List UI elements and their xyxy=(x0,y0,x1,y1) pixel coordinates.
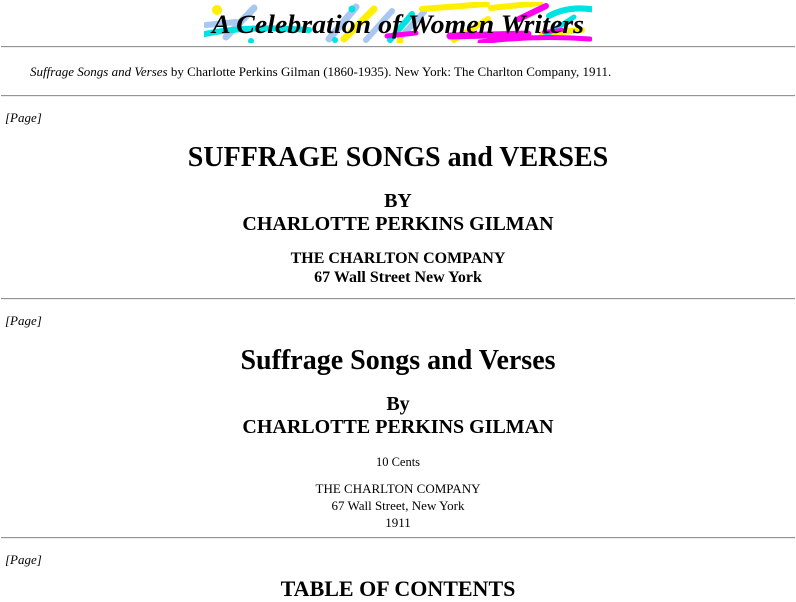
cover-page-publisher-block xyxy=(0,480,796,531)
page-link[interactable]: [Page] xyxy=(5,313,42,328)
table-of-contents-heading: TABLE OF CONTENTS xyxy=(280,576,516,601)
cover-page-address: 67 Wall Street, New York xyxy=(331,498,465,513)
title-page-by: BY xyxy=(384,190,412,212)
divider xyxy=(1,46,795,48)
page-link[interactable]: [Page] xyxy=(5,110,42,125)
banner-image xyxy=(204,2,592,43)
title-page-title: SUFFRAGE SONGS and VERSES xyxy=(187,142,609,173)
cover-page-author: CHARLOTTE PERKINS GILMAN xyxy=(242,416,554,438)
cover-page-title: Suffrage Songs and Verses xyxy=(240,345,556,376)
title-page-address: 67 Wall Street New York xyxy=(314,269,482,286)
title-page-byline-block xyxy=(0,190,796,236)
cover-page-byline-block xyxy=(0,393,796,439)
page-link[interactable]: [Page] xyxy=(5,552,42,567)
cover-page-year: 1911 xyxy=(385,515,411,530)
title-page-author: CHARLOTTE PERKINS GILMAN xyxy=(242,213,554,235)
cover-page-by: By xyxy=(386,393,410,415)
citation-attribution: by Charlotte Perkins Gilman (1860-1935). New York: The Charlton Company, 1911. xyxy=(167,64,612,79)
cover-page-publisher: THE CHARLTON COMPANY xyxy=(315,481,481,496)
bibliographic-citation xyxy=(30,64,796,80)
site-banner-link[interactable] xyxy=(204,2,592,43)
cover-page-price: 10 Cents xyxy=(375,455,421,469)
banner-title: A Celebration of Women Writers xyxy=(209,10,584,39)
title-page-publisher: THE CHARLTON COMPANY xyxy=(290,250,506,267)
title-page-publisher-block xyxy=(0,249,796,287)
citation-work-title: Suffrage Songs and Verses xyxy=(30,64,168,79)
